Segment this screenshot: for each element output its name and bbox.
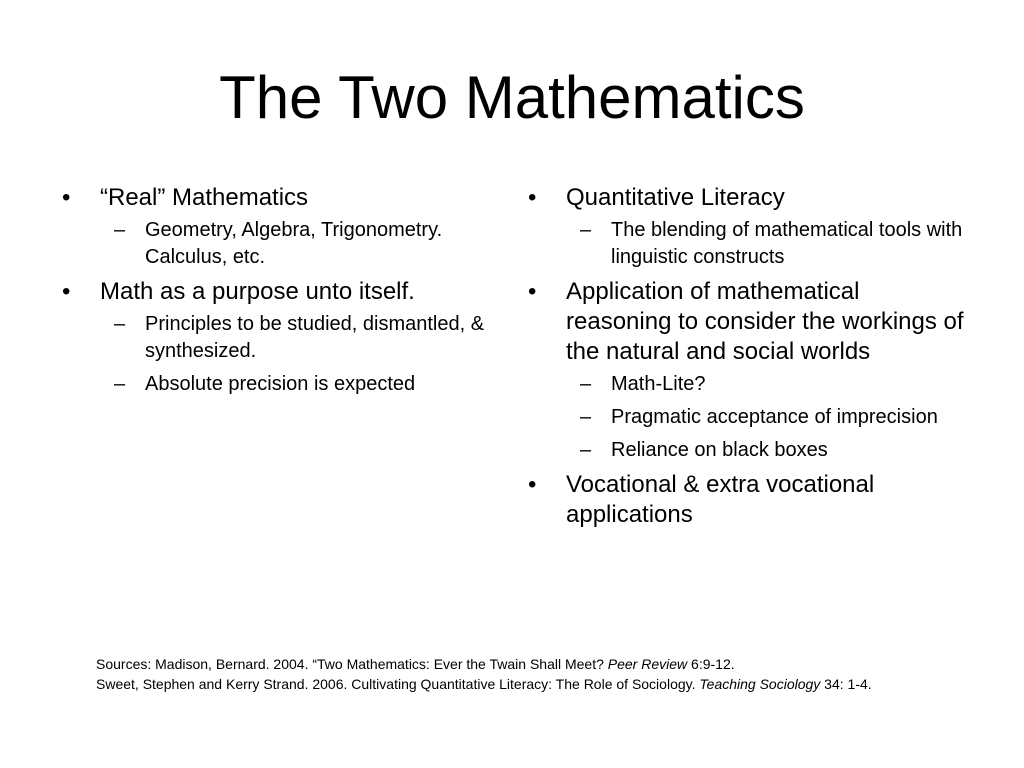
citation-1-text: Sources: Madison, Bernard. 2004. “Two Mathematics: Ever the Twain Shall Meet? [96,656,608,672]
sub-bullet-text: Math-Lite? [611,373,706,395]
citation-2-journal: Teaching Sociology [699,676,821,692]
sub-bullet-text: Pragmatic acceptance of imprecision [611,406,938,428]
bullet-icon: • [62,184,71,211]
bullet-text: Vocational & extra vocational applications [566,471,875,528]
sub-bullet-text: Geometry, Algebra, Trigonometry. Calculus, etc. [145,219,443,268]
sub-bullet-item [528,404,968,431]
sub-bullet-item [62,217,507,271]
bullet-text: Application of mathematical reasoning to consider the workings of the natural and social worlds [566,278,964,365]
sub-bullet-item [62,371,507,398]
sub-bullet-text: Reliance on black boxes [611,439,828,461]
slide-title: The Two Mathematics [219,64,805,131]
dash-icon: – [114,313,126,335]
bullet-icon: • [528,471,537,498]
sub-bullet-item [528,371,968,398]
left-column [62,183,507,404]
citation-2-tail: 34: 1-4. [820,676,872,692]
citation-1-tail: 6:9-12. [687,656,735,672]
sub-bullet-text: Absolute precision is expected [145,373,416,395]
dash-icon: – [114,373,126,395]
dash-icon: – [580,219,592,241]
bullet-icon: • [528,184,537,211]
bullet-item [62,183,507,213]
sub-bullet-item [62,311,507,365]
right-column [528,183,968,534]
sub-bullet-item [528,437,968,464]
citation-1-journal: Peer Review [607,656,688,672]
dash-icon: – [580,373,592,395]
bullet-text: Quantitative Literacy [566,184,785,211]
dash-icon: – [580,439,592,461]
citation-2-text: Sweet, Stephen and Kerry Strand. 2006. Cultivating Quantitative Literacy: The Role of Sociology. [96,676,700,692]
sources-citation [96,654,946,694]
dash-icon: – [580,406,592,428]
sub-bullet-text: The blending of mathematical tools with linguistic constructs [611,219,963,268]
bullet-icon: • [62,278,71,305]
sub-bullet-text: Principles to be studied, dismantled, & synthesized. [145,313,485,362]
bullet-text: Math as a purpose unto itself. [100,278,415,305]
bullet-item [62,277,507,307]
bullet-text: “Real” Mathematics [100,184,309,211]
bullet-item [528,470,968,530]
bullet-item [528,277,968,367]
bullet-item [528,183,968,213]
dash-icon: – [114,219,126,241]
sub-bullet-item [528,217,968,271]
bullet-icon: • [528,278,537,305]
